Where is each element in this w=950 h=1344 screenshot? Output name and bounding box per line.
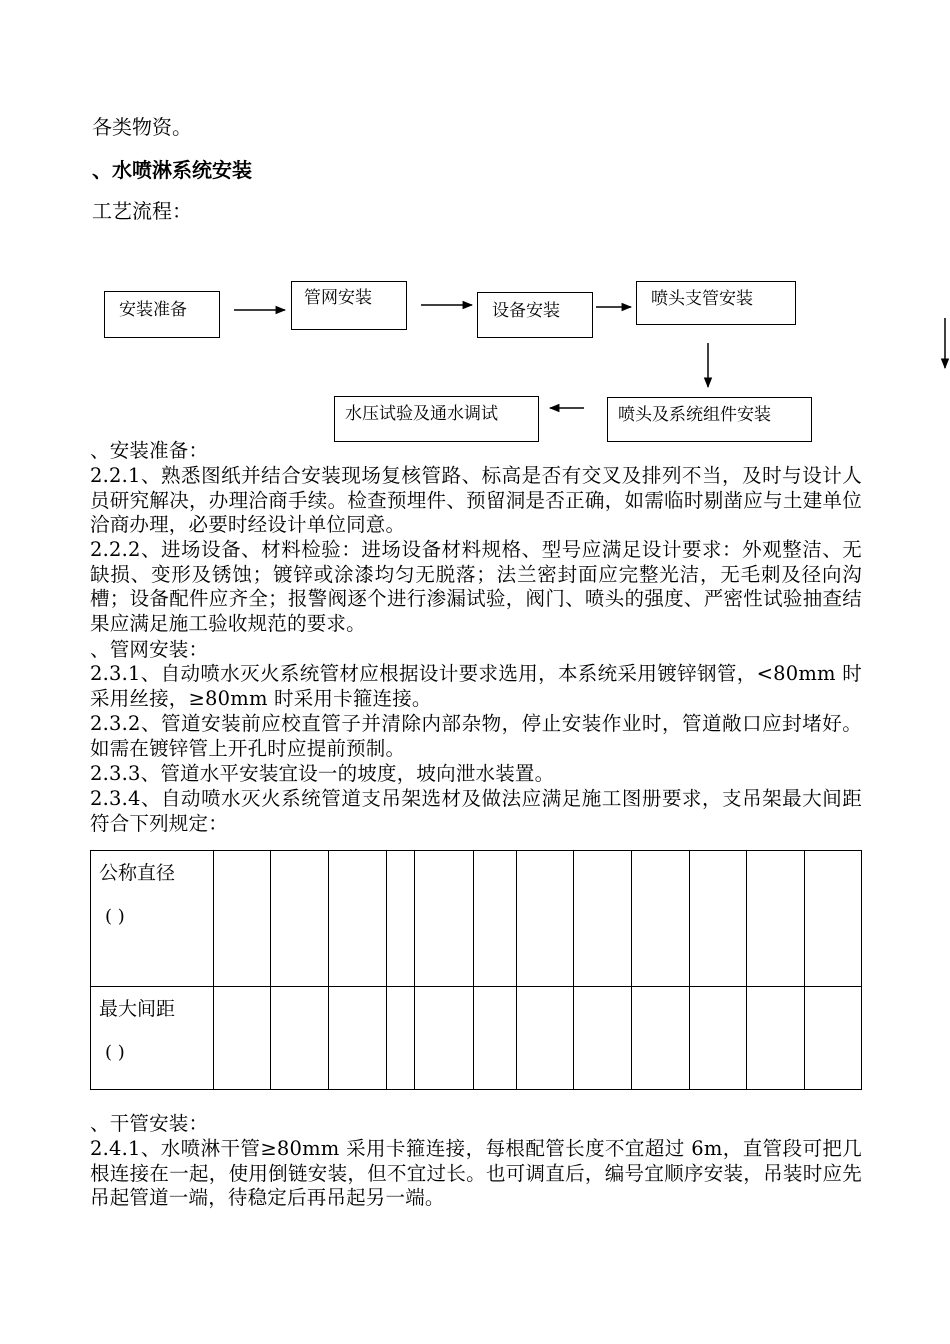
section-title: 、水喷淋系统安装	[92, 158, 252, 182]
pipe-network-paragraph-2: 2.3.2、管道安装前应校直管子并清除内部杂物，停止安装作业时，管道敞口应封堵好。如需在镀锌管上开孔时应提前预制。	[90, 712, 862, 760]
table-row-max-spacing	[91, 987, 862, 1090]
table-cell	[805, 987, 862, 1090]
table-row-header	[91, 851, 214, 987]
table-cell	[271, 987, 329, 1090]
table-cell	[415, 987, 474, 1090]
table-cell	[329, 987, 387, 1090]
table-cell	[517, 851, 574, 987]
install-prep-paragraph-2: 2.2.2、进场设备、材料检验：进场设备材料规格、型号应满足设计要求：外观整洁、无缺损、变形及锈蚀；镀锌或涂漆均匀无脱落；法兰密封面应完整光洁，无毛刺及径向沟槽；设备配件应齐全；报警阀逐个进行渗漏试验，阀门、喷头的强度、严密性试验抽查结果应满足施工验收规范的要求。	[90, 538, 862, 635]
main-pipe-paragraph-1: 2.4.1、水喷淋干管≥80mm 采用卡箍连接，每根配管长度不宜超过 6m，直管段可把几根连接在一起，使用倒链安装，但不宜过长。也可调直后，编号宜顺序安装，吊装时应先吊起管道一端，待稳定后再吊起另一端。	[90, 1137, 862, 1209]
flow-step-label: 喷头支管安装	[651, 289, 753, 309]
table-row-header	[91, 987, 214, 1090]
table-cell	[574, 851, 632, 987]
table-row-nominal-diameter	[91, 851, 862, 987]
table-cell	[474, 851, 517, 987]
pipe-network-paragraph-1: 2.3.1、自动喷水灭火系统管材应根据设计要求选用，本系统采用镀锌钢管，<80mm 时采用丝接，≥80mm 时采用卡箍连接。	[90, 662, 862, 710]
table-cell	[329, 851, 387, 987]
flow-step-label: 设备安装	[492, 301, 560, 321]
table-cell	[805, 851, 862, 987]
flow-step-label: 喷头及系统组件安装	[618, 405, 771, 425]
pipe-network-paragraph-4: 2.3.4、自动喷水灭火系统管道支吊架选材及做法应满足施工图册要求，支吊架最大间距符合下列规定：	[90, 787, 862, 835]
flowchart-arrows	[0, 0, 950, 460]
pipe-network-paragraph-3: 2.3.3、管道水平安装宜设一的坡度，坡向泄水装置。	[90, 762, 555, 785]
flow-step-label: 安装准备	[119, 300, 187, 320]
table-cell	[474, 987, 517, 1090]
table-cell	[214, 851, 271, 987]
row-label: 最大间距	[99, 998, 176, 1020]
flow-step-label: 水压试验及通水调试	[345, 404, 498, 424]
pipe-network-heading: 、管网安装：	[90, 638, 209, 661]
table-cell	[690, 851, 747, 987]
row-unit: ( )	[105, 906, 125, 927]
install-prep-paragraph-1: 2.2.1、熟悉图纸并结合安装现场复核管路、标高是否有交叉及排列不当，及时与设计人员研究解决，办理洽商手续。检查预埋件、预留洞是否正确，如需临时剔凿应与土建单位洽商办理，必要时经设计单位同意。	[90, 464, 862, 536]
table-cell	[214, 987, 271, 1090]
process-label: 工艺流程：	[92, 199, 192, 223]
intro-line: 各类物资。	[92, 115, 192, 139]
table-cell	[387, 987, 415, 1090]
main-pipe-heading: 、干管安装：	[90, 1112, 209, 1135]
table-cell	[632, 987, 690, 1090]
table-cell	[271, 851, 329, 987]
row-label: 公称直径	[99, 862, 176, 884]
table-cell	[690, 987, 747, 1090]
table-cell	[747, 851, 805, 987]
table-cell	[415, 851, 474, 987]
table-cell	[387, 851, 415, 987]
flow-step-label: 管网安装	[304, 288, 372, 308]
table-cell	[632, 851, 690, 987]
table-cell	[517, 987, 574, 1090]
table-cell	[747, 987, 805, 1090]
row-unit: ( )	[105, 1042, 125, 1063]
table-cell	[574, 987, 632, 1090]
install-prep-heading: 、安装准备：	[90, 439, 209, 462]
hanger-spacing-table	[90, 850, 862, 1090]
